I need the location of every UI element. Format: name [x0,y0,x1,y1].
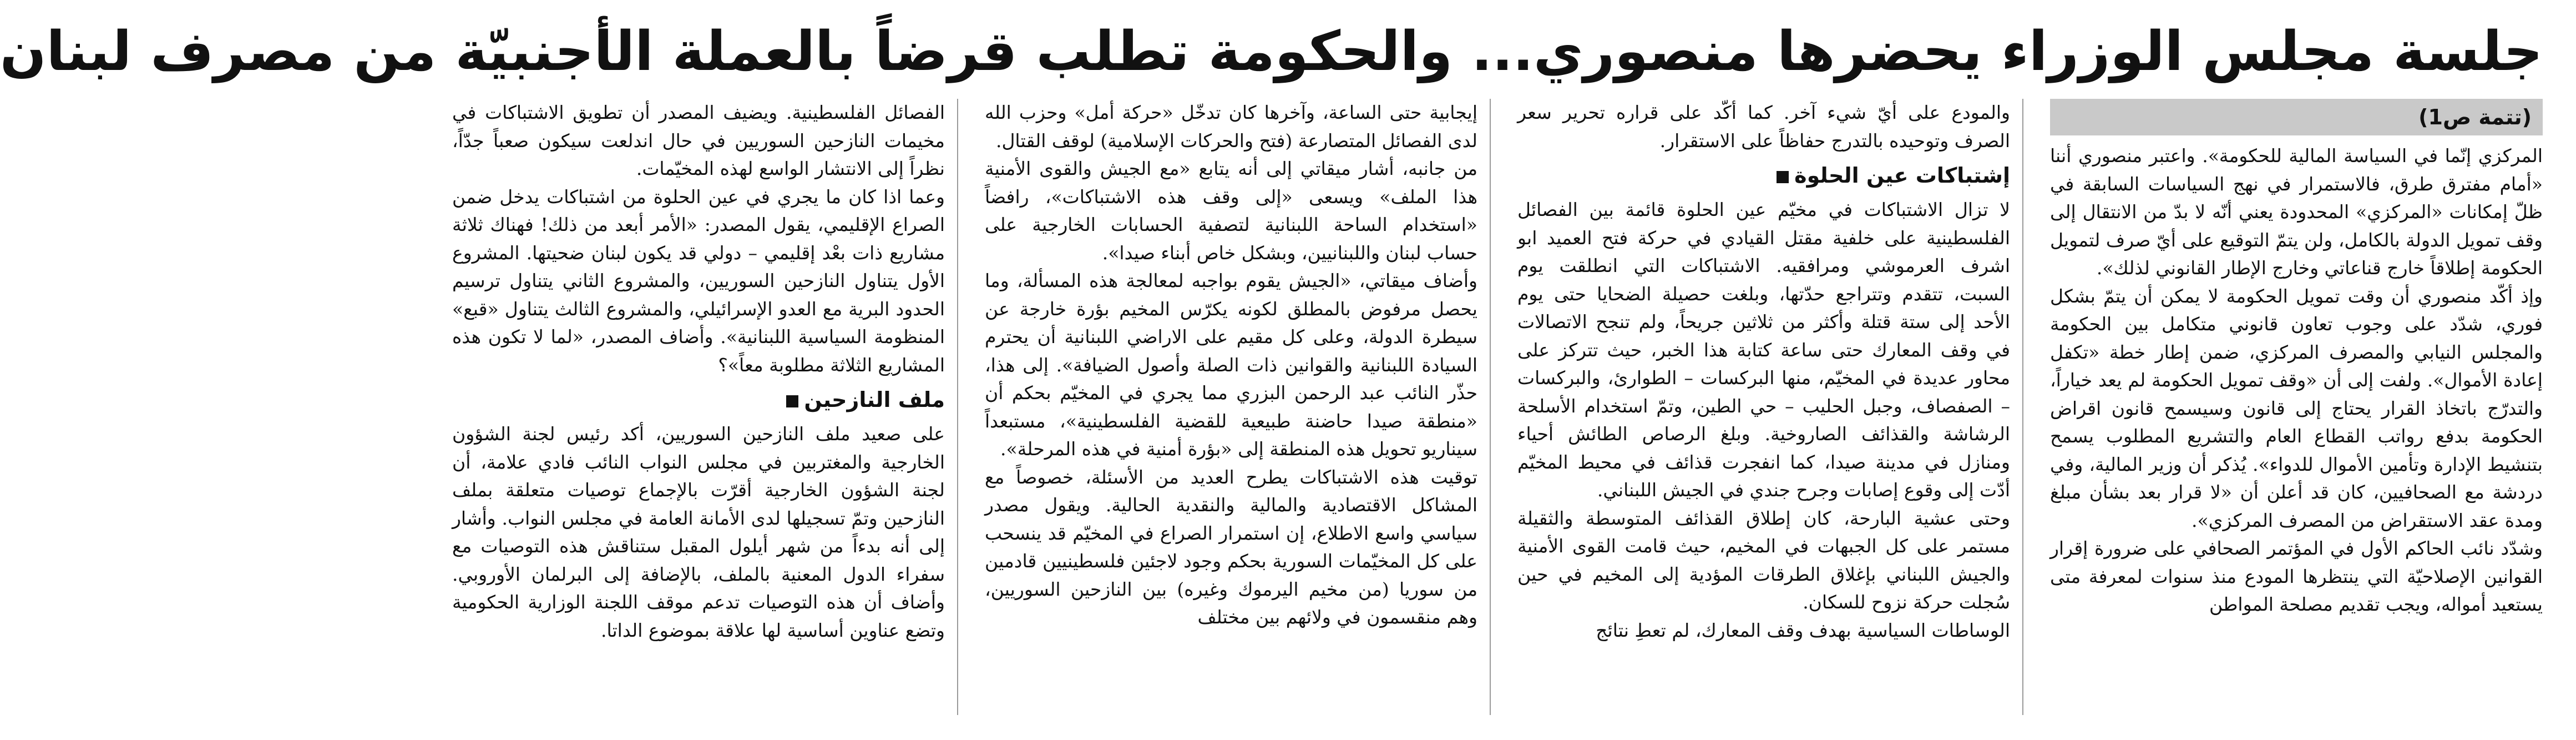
paragraph: المركزي إنّما في السياسة المالية للحكومة». واعتبر منصوري أننا «أمام مفترق طرق، فالاستمرار في نهج السياسات السابقة في ظلّ إمكانات «المركزي» المحدودة يعني أنّه لا بدّ من الانتقال إلى وقف تمويل الدولة بالكامل، ولن يتمّ التوقيع على أيّ صرف لتمويل الحكومة إطلاقاً خارج قناعاتي وخارج الإطار القانوني لذلك». [2050,145,2543,279]
paragraph: من جانبه، أشار ميقاتي إلى أنه يتابع «مع الجيش والقوى الأمنية هذا الملف» ويسعى «إلى وقف هذه الاشتباكات»، رافضاً «استخدام الساحة اللبنانية لتصفية الحسابات الخارجية على حساب لبنان واللبنانيين، وبشكل خاص أبناء صيدا». [985,158,1477,264]
paragraph: وحتى عشية البارحة، كان إطلاق القذائف المتوسطة والثقيلة مستمر على كل الجبهات في المخيم، حيث قامت القوى الأمنية والجيش اللبناني بإغلاق الطرقات المؤدية إلى المخيم في حين سُجلت حركة نزوح للسكان. [1517,507,2010,613]
subhead-label: ملف النازحين [804,387,945,412]
paragraph: وأضاف ميقاتي، «الجيش يقوم بواجبه لمعالجة هذه المسألة، وما يحصل مرفوض بالمطلق لكونه يكرّس المخيم بؤرة خارجة عن سيطرة الدولة، وعلى كل مقيم على الاراضي اللبنانية أن يحترم السيادة اللبنانية والقوانين ذات الصلة وأصول الضيافة». إلى هذا، حذّر النائب عبد الرحمن البزري مما يجري في المخيّم بحكم أن «منطقة صيدا حاضنة طبيعية للقضية الفلسطينية»، مستبعداً سيناريو تحويل هذه المنطقة إلى «بؤرة أمنية في هذه المرحلة». [985,270,1477,460]
subhead-label: إشتباكات عين الحلوة [1794,163,2010,188]
paragraph: على صعيد ملف النازحين السوريين، أكد رئيس لجنة الشؤون الخارجية والمغتربين في مجلس النواب النائب فادي علامة، أن لجنة الشؤون الخارجية أقرّت بالإجماع توصيات متعلقة بملف النازحين وتمّ تسجيلها لدى الأمانة العامة في مجلس النواب. وأشار إلى أنه بدءاً من شهر أيلول المقبل ستناقش هذه التوصيات مع سفراء الدول المعنية بالملف، بالإضافة إلى البرلمان الأوروبي. وأضاف أن هذه التوصيات تدعم موقف اللجنة الوزارية الحكومية وتضع عناوين أساسية لها علاقة بموضوع الداتا. [452,423,945,641]
square-bullet-icon [786,395,798,407]
continued-label: (تتمة ص1) [2050,99,2543,135]
paragraph: وإذ أكّد منصوري أن وقت تمويل الحكومة لا يمكن أن يتمّ بشكل فوري، شدّد على وجوب تعاون قانوني متكامل بين الحكومة والمجلس النيابي والمصرف المركزي، ضمن إطار خطة «تكفل إعادة الأموال». ولفت إلى أن «وقف تمويل الحكومة لم يعد خياراً، والتدرّج باتخاذ القرار يحتاج إلى قانون وسيسمح قانون اقراض الحكومة بدفع رواتب القطاع العام والتشريع المطلوب يسمح بتنشيط الإدارة وتأمين الأموال للدواء». يُذكر أن وزير المالية، وفي دردشة مع الصحافيين، كان قد أعلن أن «لا قرار بعد بشأن مبلغ ومدة عقد الاستقراض من المصرف المركزي». [2050,285,2543,531]
paragraph: الوساطات السياسية بهدف وقف المعارك، لم تعطِ نتائج [1596,619,2010,641]
paragraph: الفصائل الفلسطينية. ويضيف المصدر أن تطويق الاشتباكات في مخيمات النازحين السوريين في حال اندلعت سيكون صعباً جدّاً، نظراً إلى الانتشار الواسع لهذه المخيّمات. [452,102,945,179]
article-column-2 [1517,99,2023,715]
article-column-1 [2050,99,2543,715]
paragraph: إيجابية حتى الساعة، وآخرها كان تدخّل «حركة أمل» وحزب الله لدى الفصائل المتصارعة (فتح والحركات الإسلامية) لوقف القتال. [985,102,1477,152]
paragraph: وعما اذا كان ما يجري في عين الحلوة من اشتباكات يدخل ضمن الصراع الإقليمي، يقول المصدر: «الأمر أبعد من ذلك! فهناك ثلاثة مشاريع ذات بعْد إقليمي – دولي قد يكون لبنان ضحيتها. المشروع الأول يتناول النازحين السوريين، والمشروع الثاني يتناول ترسيم الحدود البرية مع العدو الإسرائيلي، والمشروع الثالث يتناول «قبع» المنظومة السياسية اللبنانية». وأضاف المصدر، «لما لا تكون هذه المشاريع الثلاثة مطلوبة معاً»؟ [452,185,945,376]
section-subhead [1517,158,2010,193]
paragraph: لا تزال الاشتباكات في مخيّم عين الحلوة قائمة بين الفصائل الفلسطينية على خلفية مقتل القيادي في حركة فتح العميد ابو اشرف العرموشي ومرافقيه. الاشتباكات التي انطلقت يوم السبت، تتقدم وتتراجع حدّتها، وبلغت حصيلة الضحايا حتى يوم الأحد إلى ستة قتلة وأكثر من ثلاثين جريحاً، ولم تنجح الاتصالات في وقف المعارك حتى ساعة كتابة هذا الخبر، حيث تتركز على محاور عديدة في المخيّم، منها البركسات – الطوارئ، والبركسات – الصفصاف، وجبل الحليب – حي الطين، وتمّ استخدام الأسلحة الرشاشة والقذائف الصاروخية. وبلغ الرصاص الطائش أحياء ومنازل في مدينة صيدا، كما انفجرت قذائف في محيط المخيّم أدّت إلى وقوع إصابات وجرح جندي في الجيش اللبناني. [1517,199,2010,501]
article-column-4 [452,99,958,715]
section-subhead [452,382,945,417]
paragraph: وشدّد نائب الحاكم الأول في المؤتمر الصحافي على ضرورة إقرار القوانين الإصلاحيّة التي ينتظرها المودع منذ سنوات لمعرفة متى يستعيد أمواله، ويجب تقديم مصلحة المواطن [2050,537,2543,615]
square-bullet-icon [1777,171,1789,183]
article-column-3 [985,99,1491,715]
paragraph: والمودع على أيّ شيء آخر. كما أكّد على قراره تحرير سعر الصرف وتوحيده بالتدرج حفاظاً على الاستقرار. [1517,102,2010,152]
page-headline: جلسة مجلس الوزراء يحضرها منصوري... والحكومة تطلب قرضاً بالعملة الأجنبيّة من مصرف لبنان [0,20,2543,83]
paragraph: توقيت هذه الاشتباكات يطرح العديد من الأسئلة، خصوصاً مع المشاكل الاقتصادية والمالية والنقدية الحالية. ويقول مصدر سياسي واسع الاطلاع، إن استمرار الصراع في المخيّم قد ينسحب على كل المخيّمات السورية بحكم وجود لاجئين فلسطينيين قادمين من سوريا (من مخيم اليرموك وغيره) بين النازحين السوريين، وهم منقسمون في ولائهم بين مختلف [985,466,1477,628]
article-columns [452,99,2543,715]
